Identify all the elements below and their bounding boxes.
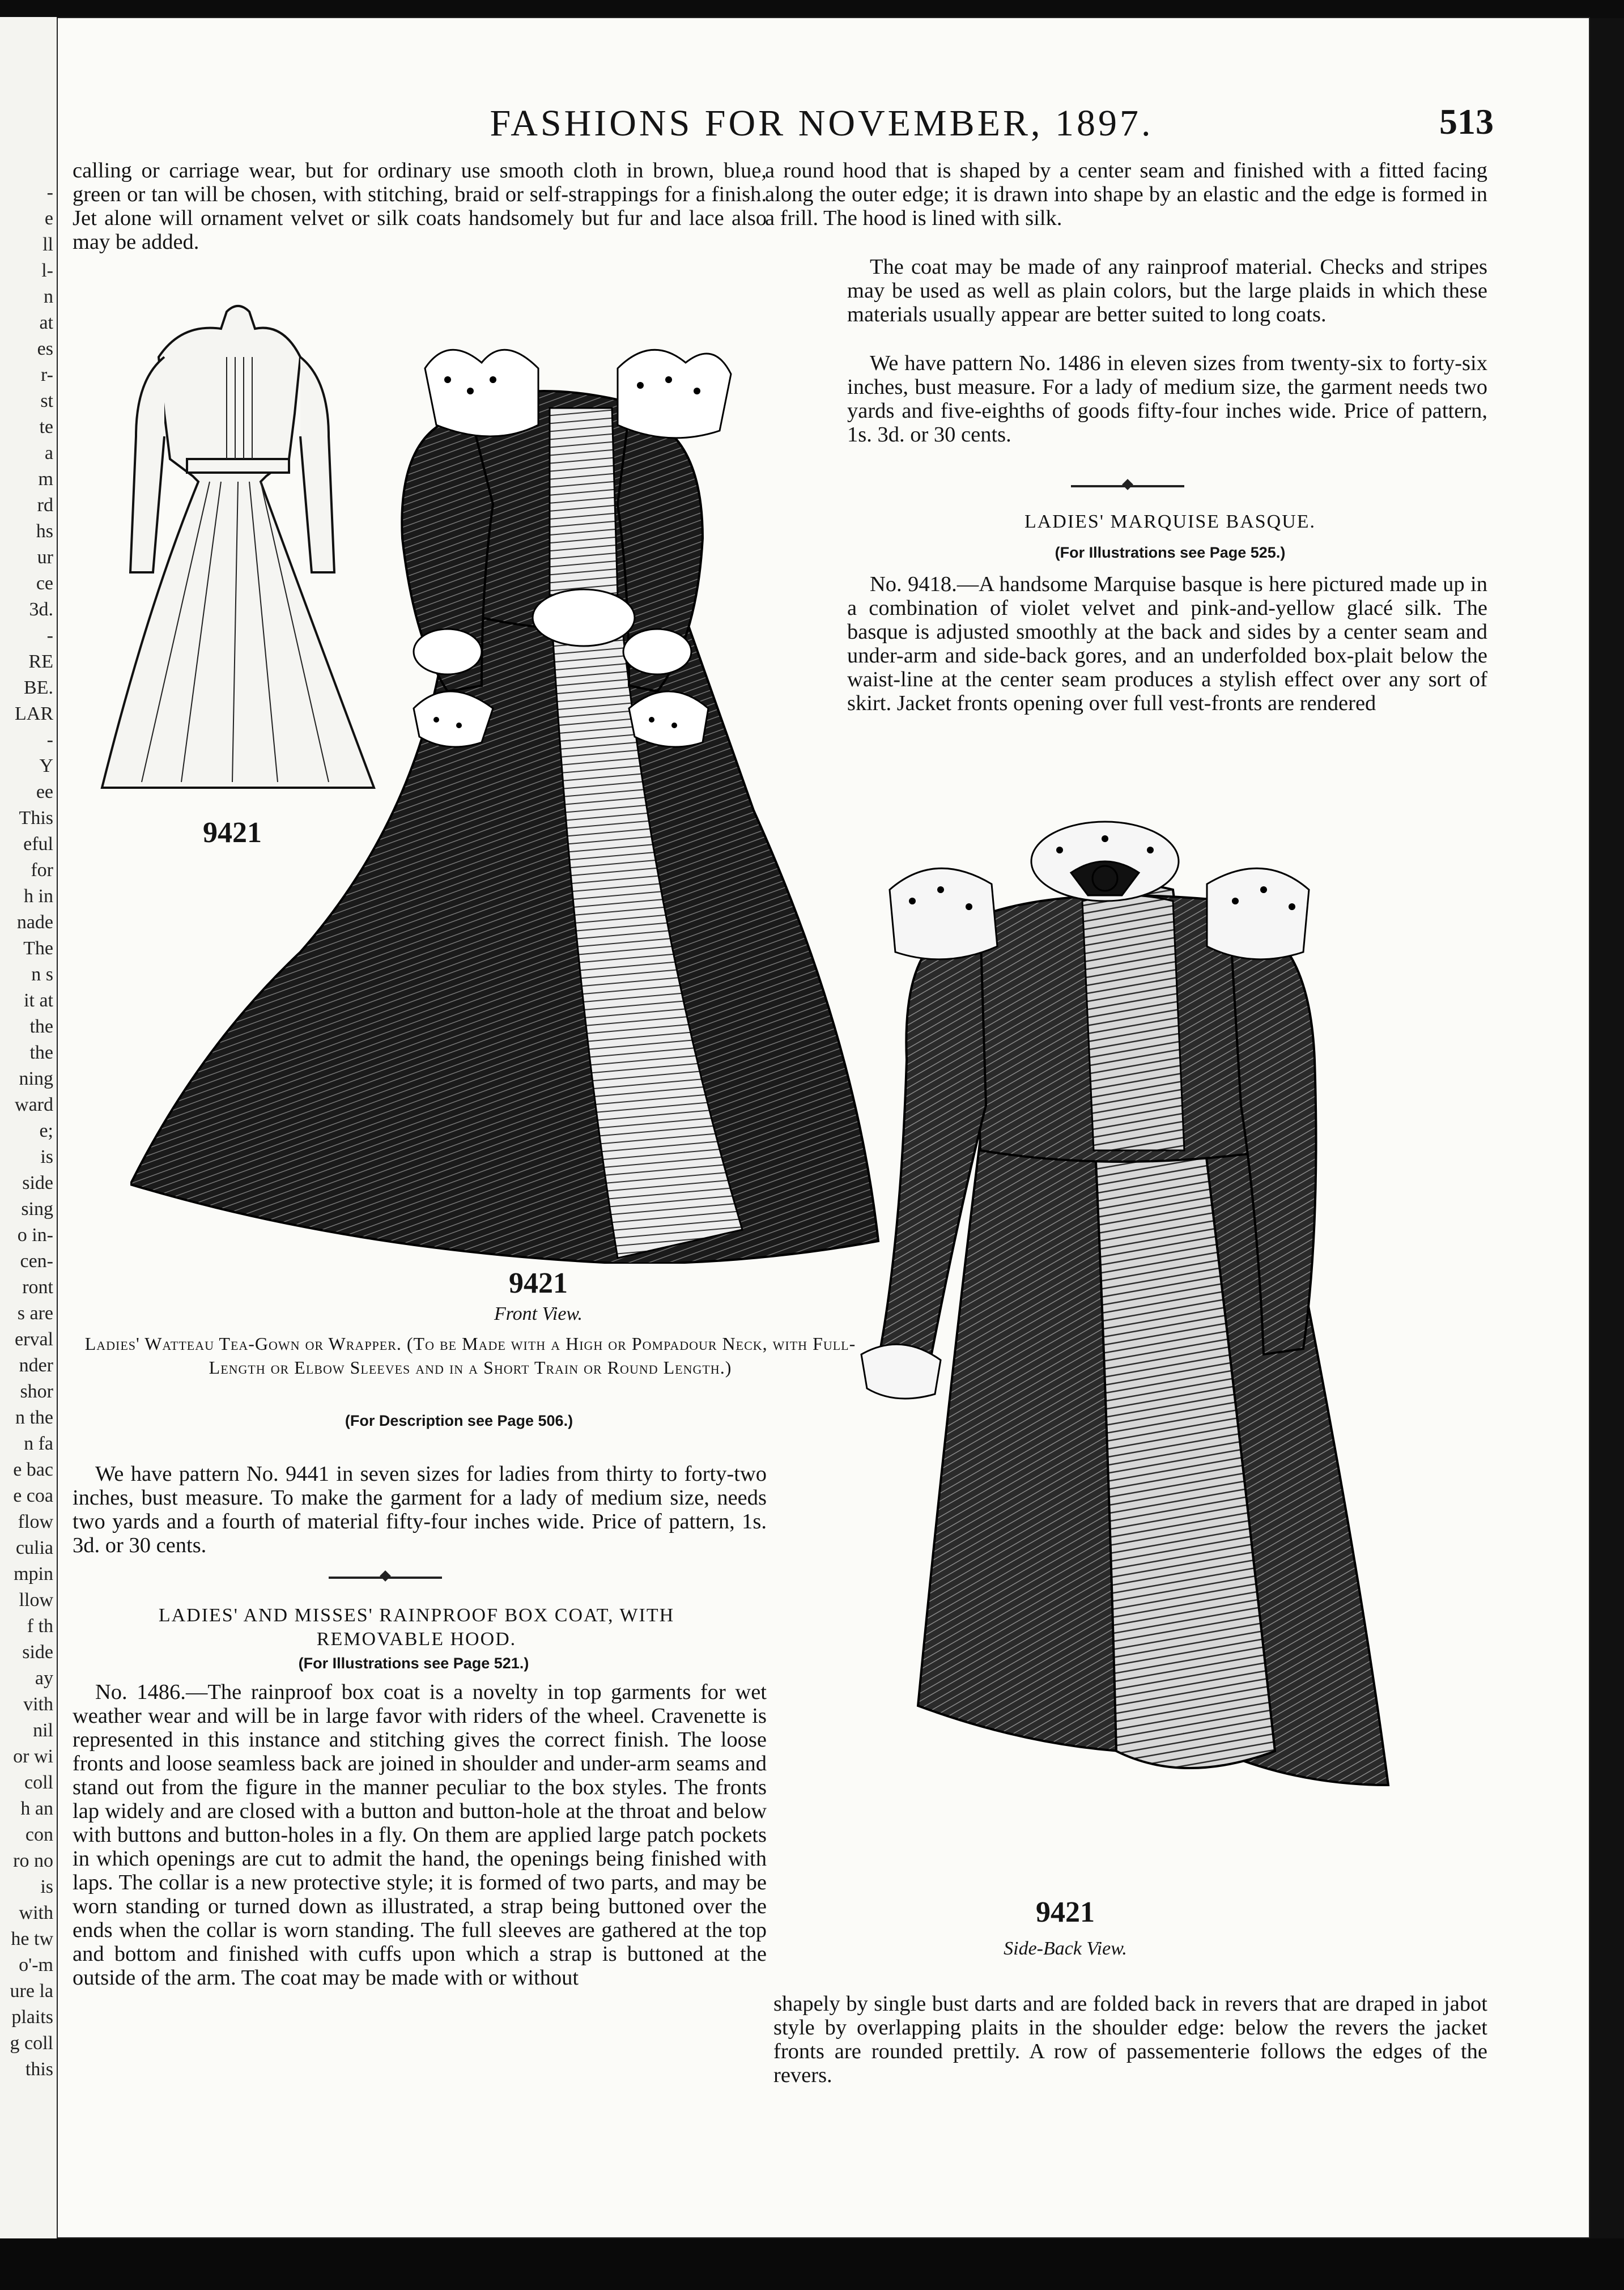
previous-page-fragment: e bac (13, 1459, 53, 1480)
previous-page-fragment: e coa (13, 1485, 53, 1506)
intro-paragraph: calling or carriage wear, but for ordinary use smooth cloth in brown, blue, green or tan will be chosen, with stitching, braid or self-strappings for a finish. Jet alone will ornament velvet or silk coats handsomely but fur and lace also may be added. (73, 159, 767, 254)
previous-page-fragment: with (19, 1902, 53, 1923)
previous-page-fragment: g coll (10, 2033, 53, 2054)
previous-page-fragment: mpin (14, 1564, 53, 1584)
previous-page-fragment: LAR (15, 703, 53, 724)
previous-page-fragment: h an (20, 1798, 53, 1819)
previous-page-fragment: ll (42, 234, 53, 255)
previous-page-fragment: RE (28, 651, 53, 672)
previous-page-fragment: the (29, 1016, 53, 1037)
previous-page-fragment: ce (36, 573, 53, 594)
previous-page-fragment: the (29, 1042, 53, 1063)
previous-page-fragment: hs (36, 521, 53, 542)
basque-illustration-reference: (For Illustrations see Page 525.) (1055, 544, 1286, 561)
previous-page-fragment: this (25, 2059, 53, 2080)
previous-page-fragment: shor (20, 1381, 53, 1402)
side-back-view-gown-illustration (788, 788, 1456, 1893)
previous-page-fragment: con (25, 1824, 53, 1845)
material-paragraph: The coat may be made of any rainproof material. Checks and stripes may be used as well as plain colors, but the large plaids in which these materials usually appear are better suited to long coats. (847, 255, 1487, 326)
previous-page-fragment: ur (37, 547, 53, 568)
previous-page-fragment: The (23, 938, 53, 959)
previous-page-fragment: side (22, 1172, 53, 1193)
small-figure-number: 9421 (203, 817, 262, 849)
previous-page-fragment: e; (39, 1120, 53, 1141)
previous-page-fragment: n (44, 286, 53, 307)
previous-page-fragment: is (40, 1876, 53, 1897)
previous-page-fragment: ward (15, 1094, 53, 1115)
previous-page-fragment: es (37, 338, 53, 359)
previous-page-fragment: st (40, 390, 53, 411)
previous-page-fragment: o'-m (19, 1955, 53, 1975)
coat-section-heading: LADIES' AND MISSES' RAINPROOF BOX COAT, WITH REMOVABLE HOOD. (158, 1605, 675, 1650)
previous-page-fragment: nade (16, 912, 53, 933)
basque-closing-paragraph: shapely by single bust darts and are folded back in revers that are draped in jabot style by overlapping plaits in the shoulder edge: below the revers the jacket fronts are rounded prettily. A row of passementerie follows the edges of the revers. (773, 1992, 1487, 2087)
front-view-gown-illustration (130, 300, 884, 1264)
previous-page-fragment: n the (15, 1407, 53, 1428)
basque-description-paragraph: No. 9418.—A handsome Marquise basque is here pictured made up in a combination of violet velvet and pink-and-yellow glacé silk. The basque is adjusted smoothly at the back and sides by a center seam and under-arm and side-back gores, and an underfolded box-plait below the waist-line at the center seam produces a stylish effect over any sort of skirt. Jacket fronts opening over full vest-fronts are rendered (847, 572, 1487, 715)
previous-page-fragment: it at (24, 990, 53, 1011)
figure-description-reference: (For Description see Page 506.) (345, 1412, 573, 1429)
previous-page-fragment: ning (19, 1068, 53, 1089)
previous-page-fragment: 3d. (29, 599, 53, 620)
previous-page-fragment: he tw (11, 1928, 53, 1949)
previous-page-fragment: r- (41, 364, 53, 385)
previous-page-fragment: n s (31, 964, 53, 985)
section-divider (329, 1577, 442, 1579)
previous-page-fragment: ront (22, 1277, 53, 1298)
previous-page-fragment: te (39, 417, 53, 437)
coat-pattern-paragraph: We have pattern No. 1486 in eleven sizes from twenty-six to forty-six inches, bust measure. For a lady of medium size, the garment needs two yards and five-eighths of goods fifty-four inches wide. Price of pattern, 1s. 3d. or 30 cents. (847, 351, 1487, 447)
previous-page-fragment: vith (23, 1694, 53, 1715)
tea-gown-pattern-paragraph: We have pattern No. 9441 in seven sizes for ladies from thirty to forty-two inches, bust measure. To make the garment for a lady of medium size, needs two yards and a fourth of material fifty-four inches wide. Price of pattern, 1s. 3d. or 30 cents. (73, 1462, 767, 1557)
previous-page-fragment: flow (18, 1511, 53, 1532)
previous-page-fragment: h in (24, 886, 53, 907)
running-head: FASHIONS FOR NOVEMBER, 1897. (490, 103, 1154, 144)
previous-page-fragment: rd (37, 495, 53, 516)
previous-page-fragment: ro no (13, 1850, 53, 1871)
basque-section-heading: LADIES' MARQUISE BASQUE. (1024, 511, 1316, 532)
previous-page-margin (0, 17, 60, 2238)
previous-page-fragment: - (46, 182, 53, 203)
side-back-figure-number: 9421 (1036, 1896, 1095, 1928)
coat-illustration-reference: (For Illustrations see Page 521.) (298, 1655, 529, 1672)
previous-page-fragment: n fa (24, 1433, 53, 1454)
previous-page-fragment: ure la (10, 1981, 53, 2002)
section-divider-2 (1071, 485, 1184, 487)
previous-page-fragment: BE. (24, 677, 53, 698)
previous-page-fragment: - (46, 625, 53, 646)
coat-description-paragraph: No. 1486.—The rainproof box coat is a novelty in top garments for wet weather wear and will be in large favor with riders of the wheel. Cravenette is represented in this instance and stitching gives the correct finish. The loose fronts and loose seamless back are joined in shoulder and under-arm seams and stand out from the figure in the manner peculiar to the box styles. The fronts lap widely and are closed with a button and button-hole at the throat and below with buttons and button-holes in a fly. On them are applied large patch pockets in which openings are cut to admit the hand, the openings being finished with laps. The collar is a new protective style; it is formed of two parts, and may be worn standing or turned down as illustrated, a strap being buttoned over the ends when the collar is worn standing. The full sleeves are gathered at the top and bottom and finished with cuffs upon which a strap is buttoned at the outside of the arm. The coat may be made with or without (73, 1680, 767, 1990)
previous-page-fragment: for (31, 860, 53, 881)
front-figure-number: 9421 (509, 1267, 568, 1299)
scan-top-border (0, 0, 1624, 18)
previous-page-fragment: s are (17, 1303, 53, 1324)
previous-page-fragment: l- (41, 260, 53, 281)
previous-page-fragment: e (44, 208, 53, 229)
previous-page-fragment: coll (24, 1772, 53, 1793)
previous-page-fragment: f th (27, 1616, 53, 1637)
previous-page-fragment: - (46, 729, 53, 750)
previous-page-fragment: plaits (11, 2007, 53, 2028)
previous-page-fragment: erval (15, 1329, 53, 1350)
side-back-figure-view: Side-Back View. (1004, 1938, 1127, 1959)
previous-page-fragment: or wi (13, 1746, 53, 1767)
previous-page-fragment: side (22, 1642, 53, 1663)
previous-page-fragment: at (39, 312, 53, 333)
previous-page-fragment: sing (21, 1199, 53, 1220)
previous-page-fragment: is (40, 1146, 53, 1167)
hood-paragraph: a round hood that is shaped by a center seam and finished with a fitted facing along the outer edge; it is drawn into shape by an elastic and the edge is formed in a frill. The hood is lined with silk. (765, 159, 1487, 230)
previous-page-fragment: llow (19, 1590, 53, 1611)
previous-page-fragment: cen- (20, 1251, 53, 1272)
previous-page-fragment: This (19, 808, 53, 829)
previous-page-fragment: ay (35, 1668, 53, 1689)
previous-page-fragment: nil (33, 1720, 53, 1741)
previous-page-fragment: Y (39, 755, 53, 776)
previous-page-fragment: a (44, 443, 53, 464)
front-figure-view: Front View. (494, 1303, 583, 1324)
previous-page-fragment: m (38, 469, 53, 490)
page-number: 513 (1439, 101, 1494, 142)
previous-page-fragment: culia (15, 1537, 53, 1558)
previous-page-fragment: nder (19, 1355, 53, 1376)
magazine-page (57, 17, 1590, 2238)
previous-page-fragment: o in- (17, 1225, 53, 1246)
previous-page-fragment: eful (23, 834, 53, 855)
previous-page-fragment: ee (36, 781, 53, 802)
scan-bottom-border (0, 2238, 1624, 2290)
figure-caption: Ladies' Watteau Tea-Gown or Wrapper. (To be Made with a High or Pompadour Neck, with Full-Length or Elbow Sleeves and in a Short Train or Round Length.) (84, 1333, 856, 1378)
